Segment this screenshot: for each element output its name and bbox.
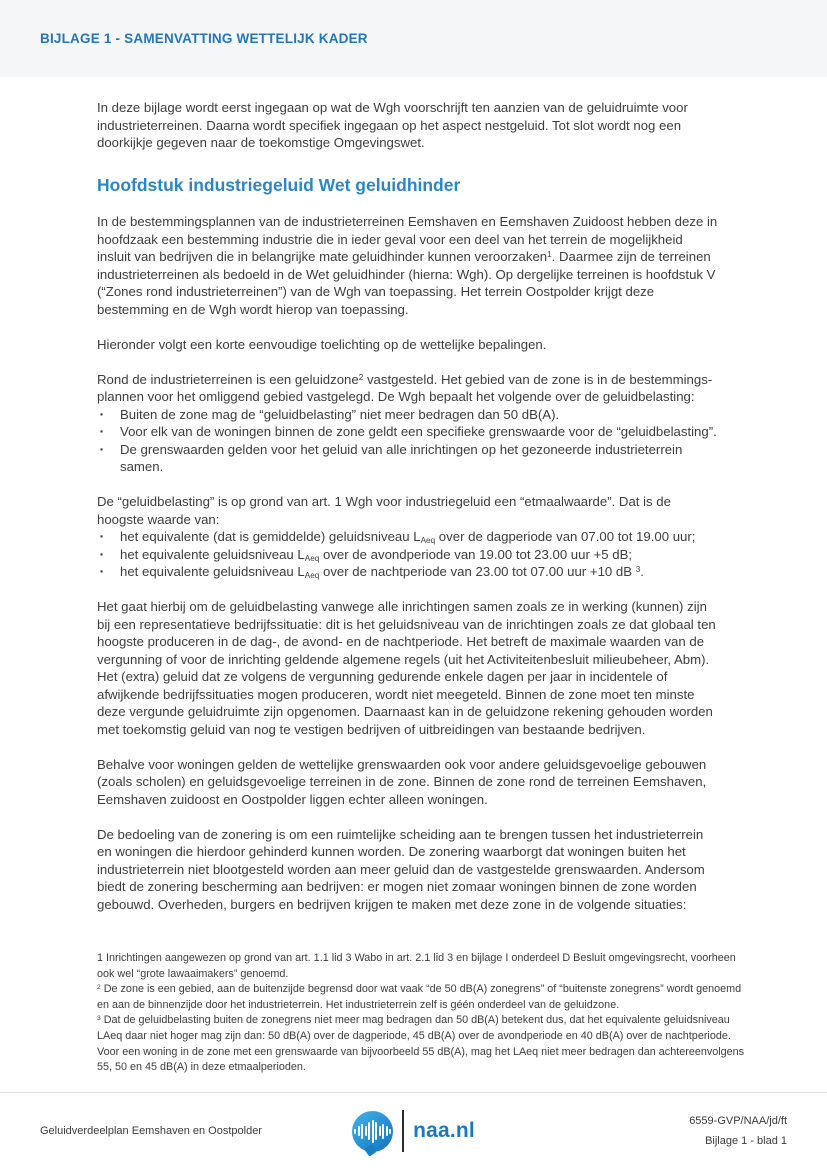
footer-reference xyxy=(475,1111,787,1151)
paragraph-bedoeling: De bedoeling van de zonering is om een ruimtelijke scheiding aan te brengen tussen het industrieterrein en woningen die hierdoor gehinderd kunnen worden. De zonering waarborgt dat woningen buiten het industrieterrein niet blootgesteld worden aan meer geluid dan de vastgestelde grenswaarden. Andersom biedt de zonering bescherming aan bedrijven: er mogen niet zomaar woningen binnen de zone worden gebouwd. Overheden, burgers en bedrijven krijgen te maken met deze zone in de volgende situaties: xyxy=(97,826,705,912)
footer-reference-number: 6559-GVP/NAA/jd/ft xyxy=(689,1115,788,1127)
page-header xyxy=(0,0,827,77)
paragraph-rond-zone: Rond de industrieterreinen is een geluidzone$^2$ vastgesteld. Het gebied van de zone is in de bestemmings-plannen voor het omliggend gebied vastgelegd. De Wgh bepaalt het volgende over de geluidbelasting: xyxy=(97,371,713,404)
footnotes xyxy=(97,951,755,1076)
footnote-3: $^3$ Dat de geluidbelasting buiten de zonegrens niet meer mag bedragen dan 50 dB(A) betekent dus, dat het equivalente geluidsniveau LAeq daar niet hoger mag zijn dan: 50 dB(A) over de dagperiode, 45 dB(A) over de avondperiode en 40 dB(A) over de nachtperiode. Voor een woning in de zone met een grenswaarde van bijvoorbeeld 55 dB(A), mag het LAeq niet meer bedragen dan achtereenvolgens 55, 50 en 45 dB(A) in deze etmaalperioden. xyxy=(97,1014,745,1074)
footer-page-number: Bijlage 1 - blad 1 xyxy=(705,1135,788,1147)
zone-bullet-list xyxy=(97,406,720,476)
footnote-2: $^2$ De zone is een gebied, aan de buitenzijde begrensd door wat vaak “de 50 dB(A) zonegrens” of “buitenste zonegrens” wordt genoemd en aan de binnenzijde door het industrieterrein. Het industrieterrein zelf is géén onderdeel van de geluidzone. xyxy=(97,983,742,1011)
list-item: ▪ De grenswaarden gelden voor het geluid van alle inrichtingen op het gezoneerde industrieterrein samen. xyxy=(97,441,720,476)
paragraph-hieronder: Hieronder volgt een korte eenvoudige toelichting op de wettelijke bepalingen. xyxy=(97,336,547,352)
footer-document-title: Geluidverdeelplan Eemshaven en Oostpolder xyxy=(40,1125,262,1137)
section-heading: Hoofdstuk industriegeluid Wet geluidhinder xyxy=(97,174,461,195)
list-item: ▪ het equivalente (dat is gemiddelde) geluidsniveau $L_{Aeq}$ over de dagperiode van 07.00 tot 19.00 uur; xyxy=(97,528,720,546)
paragraph-hetgaat: Het gaat hierbij om de geluidbelasting vanwege alle inrichtingen samen zoals ze in werking (kunnen) zijn bij een representatieve bedrijfssituatie: dit is het geluidsniveau van de inrichtingen zoals ze dat globaal ten hoogste produceren in de dag-, de avond- en de nachtperiode. Het betreft de maximale waarden van de vergunning of voor de inrichting geldende algemene regels (uit het Activiteitenbesluit milieubeheer, Abm). Het (extra) geluid dat ze volgens de vergunning gedurende enkele dagen per jaar in incidentele of afwijkende bedrijfssituaties mogen produceren, wordt niet meegeteld. Binnen de zone moet ten minste deze vergunde geluidruimte zijn opgenomen. Daarnaast kan in de geluidzone rekening gehouden worden met toekomstig geluid van nog te vestigen bedrijven of uitbreidingen van bestaande bedrijven. xyxy=(97,599,716,737)
page-title: BIJLAGE 1 - SAMENVATTING WETTELIJK KADER xyxy=(40,31,368,46)
list-item: ▪ Voor elk van de woningen binnen de zone geldt een specifieke grenswaarde voor de “geluidbelasting”. xyxy=(97,423,720,441)
list-item: ▪ Buiten de zone mag de “geluidbelasting” niet meer bedragen dan 50 dB(A). xyxy=(97,406,720,424)
paragraph-intro: In deze bijlage wordt eerst ingegaan op wat de Wgh voorschrijft ten aanzien van de geluidruimte voor industrieterreinen. Daarna wordt specifiek ingegaan op het aspect nestgeluid. Tot slot wordt nog een doorkijkje gegeven naar de toekomstige Omgevingswet. xyxy=(97,100,688,150)
sound-wave-icon xyxy=(352,1111,393,1152)
list-item: ▪ het equivalente geluidsniveau $L_{Aeq}$ over de avondperiode van 19.00 tot 23.00 uur +5 dB; xyxy=(97,546,720,564)
etmaal-bullet-list xyxy=(97,528,720,581)
footnote-1: 1 Inrichtingen aangewezen op grond van art. 1.1 lid 3 Wabo in art. 2.1 lid 3 en bijlage I onderdeel D Besluit omgevingsrecht, voorheen ook wel “grote lawaaimakers” genoemd. xyxy=(97,952,736,980)
paragraph-bestemmingsplannen: In de bestemmingsplannen van de industrieterreinen Eemshaven en Eemshaven Zuidoost hebben deze in hoofdzaak een bestemming industrie die in ieder geval voor een deel van het terrein de mogelijkheid insluit van bedrijven die in belangrijke mate geluidhinder kunnen veroorzaken$^1$. Daarmee zijn de terreinen industrieterreinen als bedoeld in de Wet geluidhinder (hierna: Wgh). Op dergelijke terreinen is hoofdstuk V (“Zones rond industrieterreinen”) van de Wgh van toepassing. Het terrein Oostpolder krijgt deze bestemming en de Wgh wordt hierop van toepassing. xyxy=(97,214,718,317)
paragraph-behalve: Behalve voor woningen gelden de wettelijke grenswaarden ook voor andere geluidsgevoelige gebouwen (zoals scholen) en geluidsgevoelige terreinen in de zone. Binnen de zone rond de terreinen Eemshaven, Eemshaven zuidoost en Oostpolder liggen echter alleen woningen. xyxy=(97,756,707,807)
logo-wordmark: naa.nl xyxy=(413,1119,475,1142)
list-item: ▪ het equivalente geluidsniveau $L_{Aeq}$ over de nachtperiode van 23.00 tot 07.00 uur +10 dB $^3$. xyxy=(97,563,720,581)
page-footer xyxy=(0,1092,827,1169)
paragraph-etmaalwaarde: De “geluidbelasting” is op grond van art. 1 Wgh voor industriegeluid een “etmaalwaarde”. Dat is de hoogste waarde van: xyxy=(97,494,671,527)
naa-logo xyxy=(352,1110,475,1152)
document-body xyxy=(97,99,720,913)
logo-divider xyxy=(402,1110,404,1152)
